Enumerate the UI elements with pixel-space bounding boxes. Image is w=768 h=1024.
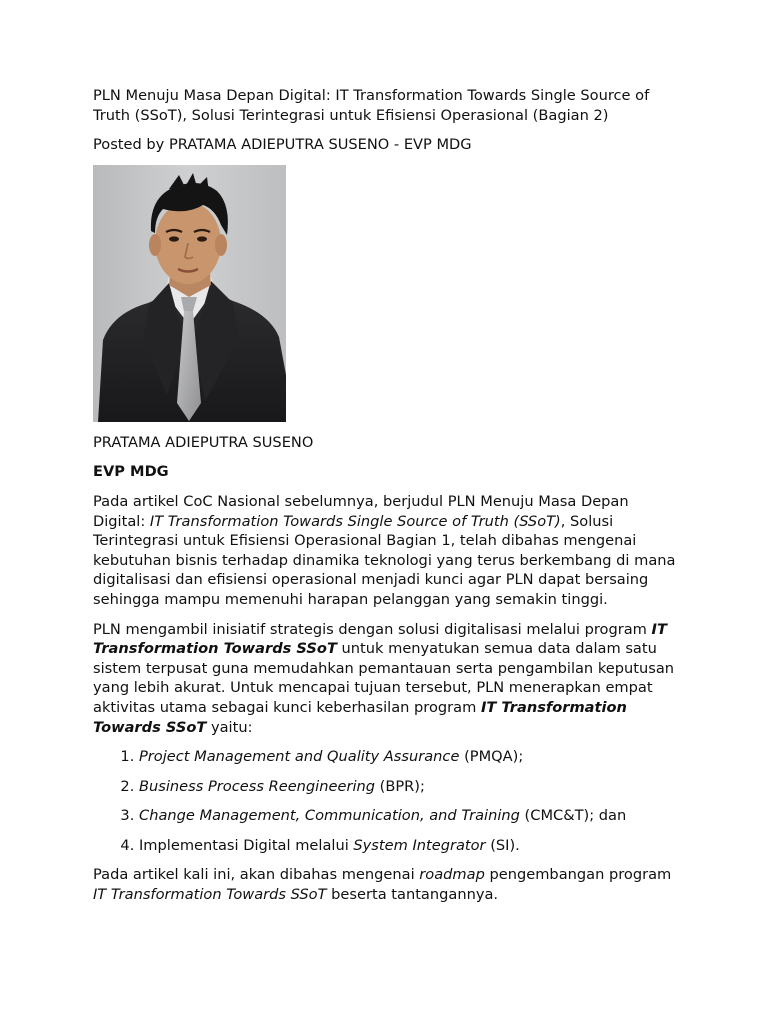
- author-name: PRATAMA ADIEPUTRA SUSENO: [93, 433, 314, 451]
- list-item-italic: Business Process Reengineering: [139, 777, 376, 795]
- paragraph-initiative-program-name-2: IT Transformation Towards SSoT: [93, 698, 627, 736]
- paragraph-roadmap-text-a: Pada artikel kali ini, akan dibahas mengenai: [93, 866, 420, 884]
- list-item: [139, 747, 683, 767]
- paragraph-intro-text-a: Pada artikel CoC Nasional sebelumnya, berjudul PLN Menuju Masa Depan Digital:: [93, 492, 629, 530]
- paragraph-roadmap-italic-program: IT Transformation Towards SSoT: [93, 886, 327, 904]
- author-photo: [93, 165, 286, 422]
- paragraph-roadmap-italic-roadmap: roadmap: [419, 866, 485, 884]
- list-item-italic: Change Management, Communication, and Training: [139, 807, 520, 825]
- paragraph-intro: [93, 492, 683, 610]
- activities-list: [93, 747, 683, 855]
- paragraph-roadmap: [93, 865, 683, 904]
- author-role: EVP MDG: [93, 463, 169, 481]
- list-item-italic: System Integrator: [353, 836, 486, 854]
- list-item-post: (PMQA);: [459, 748, 524, 766]
- paragraph-initiative: [93, 620, 683, 738]
- paragraph-roadmap-text-c: pengembangan program: [484, 866, 672, 884]
- posted-by-line: Posted by PRATAMA ADIEPUTRA SUSENO - EVP MDG: [93, 136, 472, 154]
- list-item-post: (BPR);: [375, 777, 425, 795]
- paragraph-initiative-text-a: PLN mengambil inisiatif strategis dengan solusi digitalisasi melalui program: [93, 620, 652, 638]
- list-item-pre: Implementasi Digital melalui: [139, 836, 354, 854]
- paragraph-initiative-text-c: untuk menyatukan semua data dalam satu sistem terpusat guna memudahkan pemantauan serta pengambilan keputusan yang lebih akurat. Untuk mencapai tujuan tersebut, PLN menerapkan empat aktivitas utama sebagai kunci keberhasilan program: [93, 640, 675, 716]
- list-item-post: (CMC&T); dan: [519, 807, 627, 825]
- article-body: [93, 86, 683, 915]
- list-item-post: (SI).: [485, 836, 520, 854]
- paragraph-intro-italic-title: IT Transformation Towards Single Source of Truth (SSoT): [149, 512, 561, 530]
- list-item: [139, 836, 683, 856]
- list-item: [139, 777, 683, 797]
- paragraph-roadmap-text-e: beserta tantangannya.: [326, 886, 499, 904]
- paragraph-intro-text-c: , Solusi Terintegrasi untuk Efisiensi Operasional Bagian 1, telah dibahas mengenai kebutuhan bisnis terhadap dinamika teknologi yang terus berkembang di mana digitalisasi dan efisiensi operasional menjadi kunci agar PLN dapat bersaing sehingga mampu memenuhi harapan pelanggan yang semakin tinggi.: [93, 512, 676, 608]
- paragraph-initiative-text-e: yaitu:: [206, 718, 253, 736]
- paragraph-initiative-program-name: IT Transformation Towards SSoT: [93, 620, 667, 658]
- list-item-italic: Project Management and Quality Assurance: [139, 748, 460, 766]
- list-item: [139, 806, 683, 826]
- article-title: PLN Menuju Masa Depan Digital: IT Transformation Towards Single Source of Truth (SSoT), Solusi Terintegrasi untuk Efisiensi Operasional (Bagian 2): [93, 87, 650, 124]
